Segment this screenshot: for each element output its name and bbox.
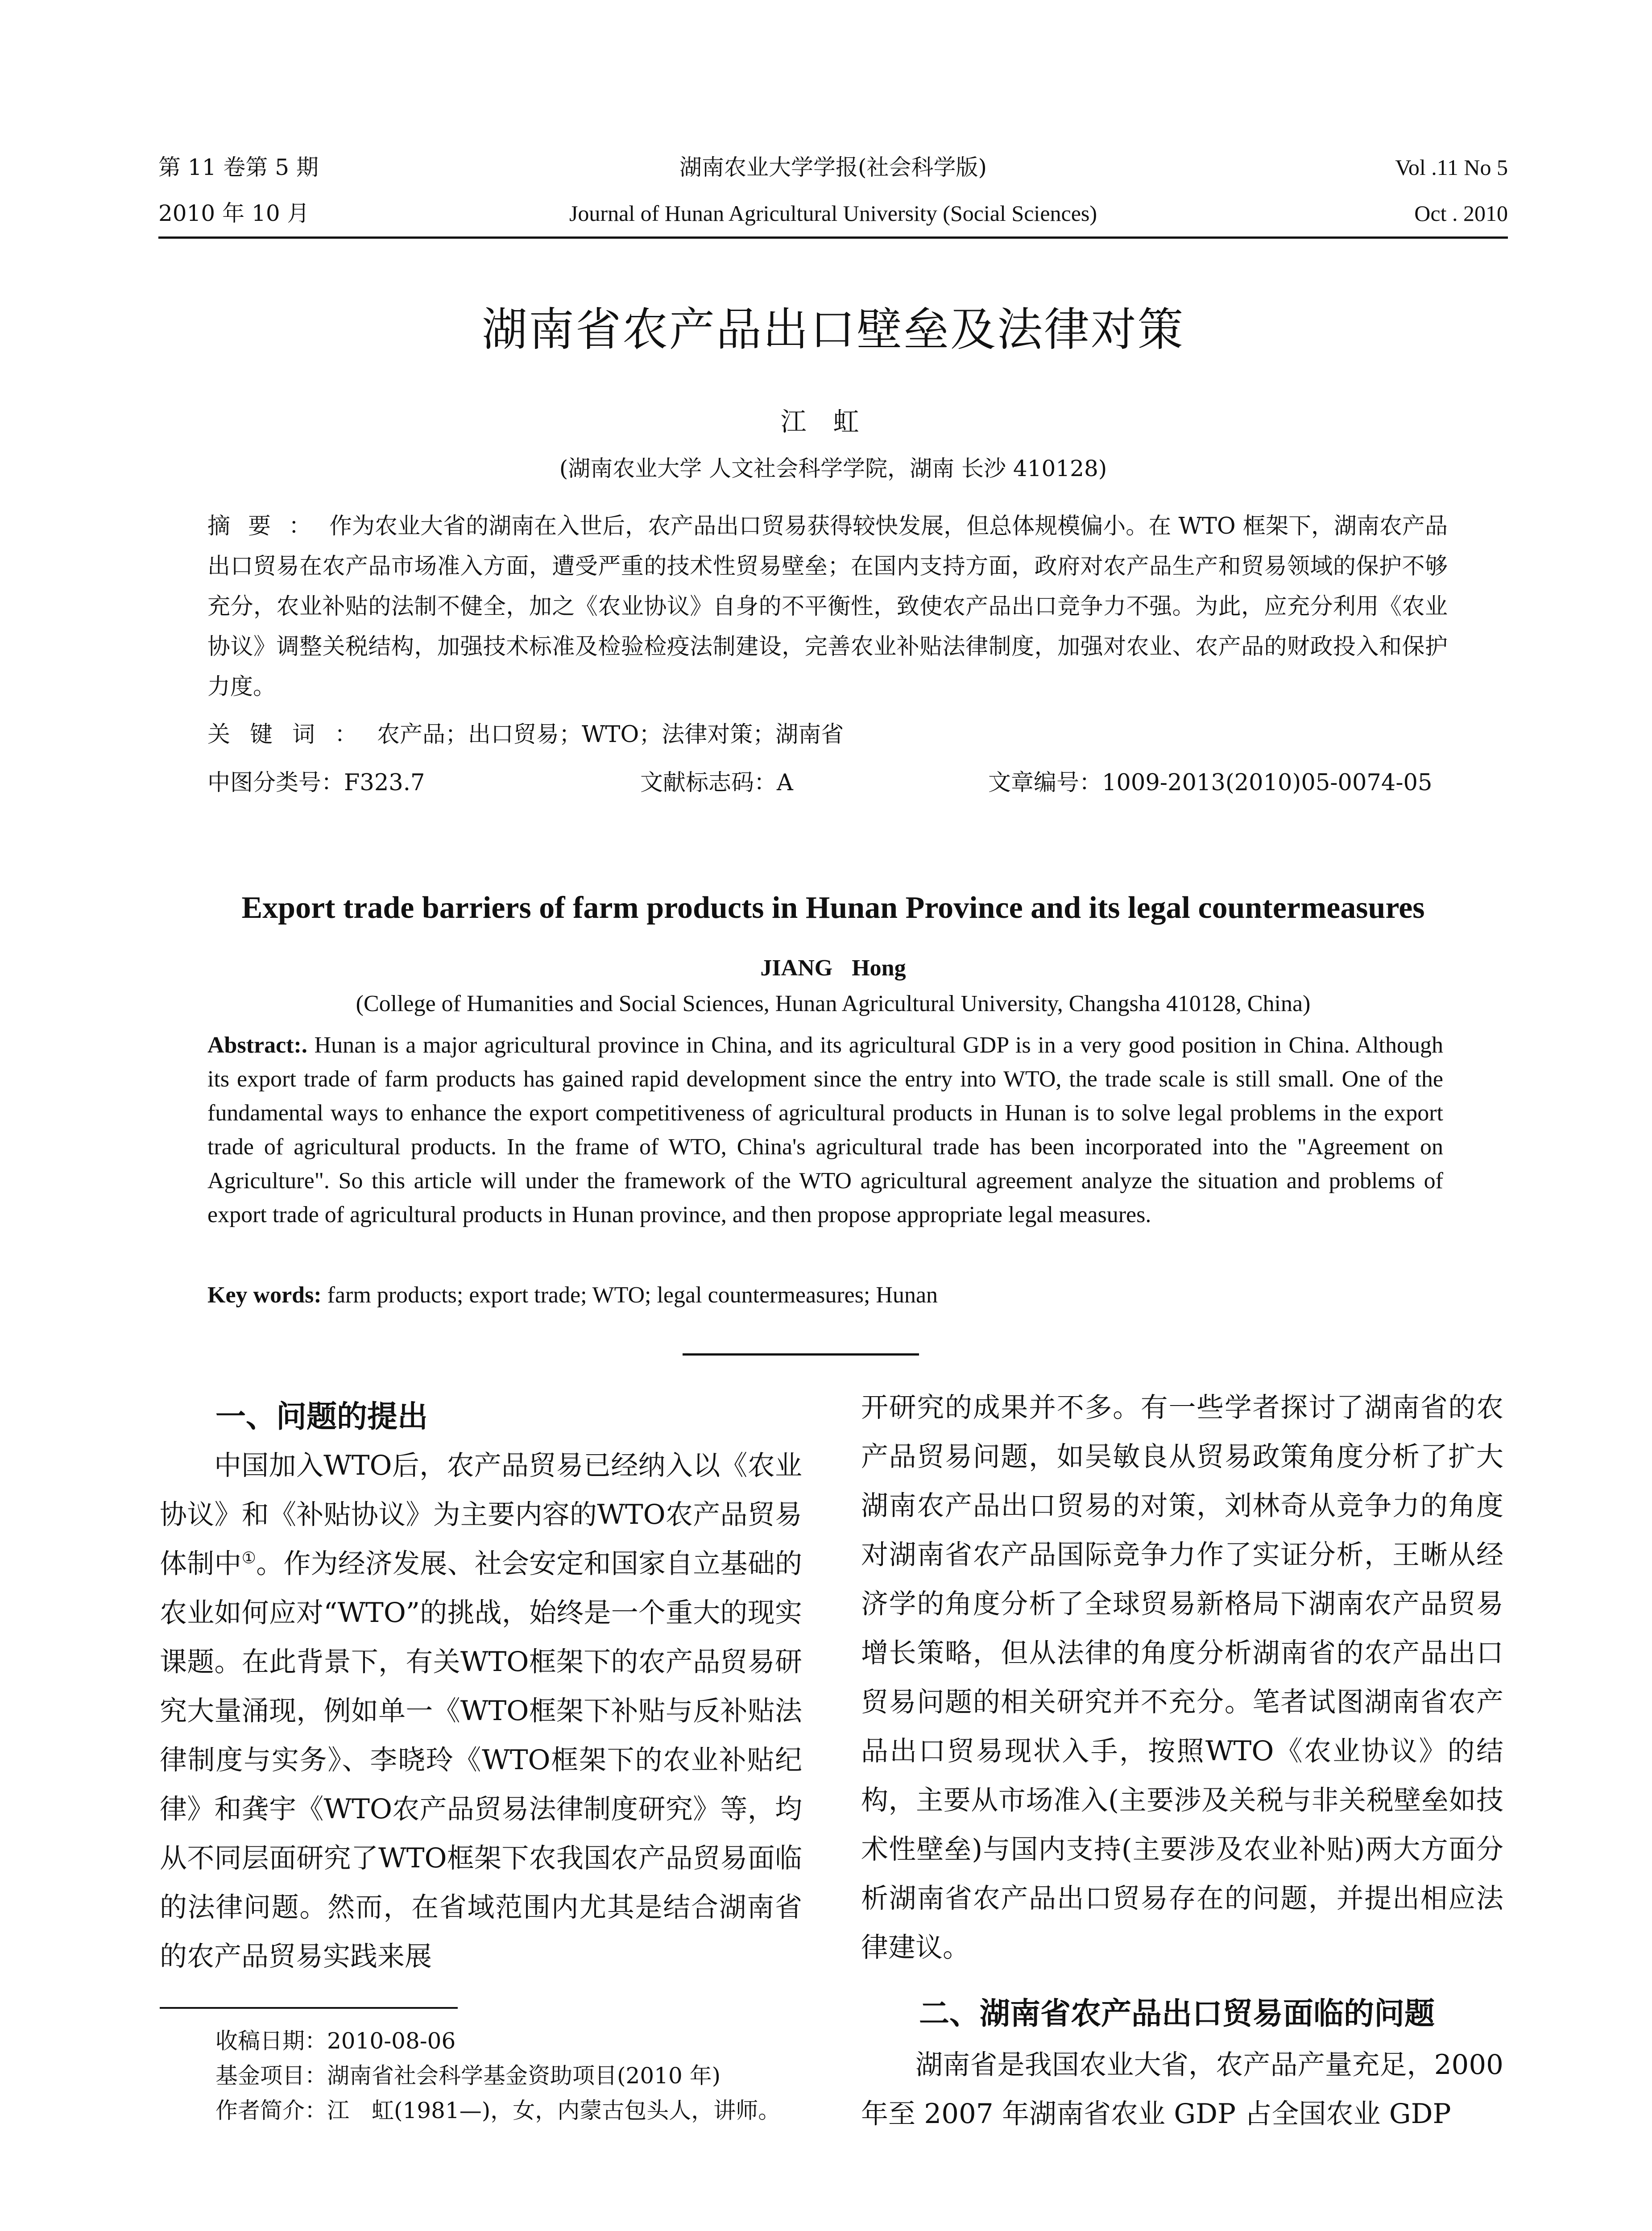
footnote-block xyxy=(215,2024,831,2128)
article-number: 文章编号：1009-2013(2010)05-0074-05 xyxy=(988,770,1433,796)
volume-issue-en: Vol .11 No 5 xyxy=(1395,155,1508,180)
received-date: 收稿日期：2010-08-06 xyxy=(215,2028,456,2054)
abstract-text-cn: 作为农业大省的湖南在入世后，农产品出口贸易获得较快发展，但总体规模偏小。在 WTO 框架下，湖南农产品出口贸易在农产品市场准入方面，遭受严重的技术性贸易壁垒；在国内支持方面，政府对农产品生产和贸易领域的保护不够充分，农业补贴的法制不健全，加之《农业协议》自身的不平衡性，致使农产品出口竞争力不强。为此，应充分利用《农业协议》调整关税结构，加强技术标准及检验检疫法制建设，完善农业补贴法律制度，加强对农业、农产品的财政投入和保护力度。 xyxy=(207,513,1448,700)
abstract-label-cn: 摘要： xyxy=(207,513,330,539)
author-name-cn: 江虹 xyxy=(780,406,886,437)
volume-issue-cn: 第 11 卷第 5 期 xyxy=(158,154,319,180)
clc-number: 中图分类号：F323.7 xyxy=(207,770,425,796)
journal-name-cn: 湖南农业大学学报(社会科学版) xyxy=(679,154,987,180)
abstract-label-en: Abstract:. xyxy=(207,1033,307,1058)
paragraph-continued: 开研究的成果并不多。有一些学者探讨了湖南省的农产品贸易问题，如吴敏良从贸易政策角度分析了扩大湖南农产品出口贸易的对策，刘林奇从竞争力的角度对湖南省农产品国际竞争力作了实证分析，王晰从经济学的角度分析了全球贸易新格局下湖南农产品贸易增长策略，但从法律的角度分析湖南省的农产品出口贸易问题的相关研究并不充分。笔者试图湖南省农产品出口贸易现状入手，按照WTO《农业协议》的结构，主要从市场准入(主要涉及关税与非关税壁垒如技术性壁垒)与国内支持(主要涉及农业补贴)两大方面分析湖南省农产品出口贸易存在的问题，并提出相应法律建议。 xyxy=(861,1392,1503,1963)
keywords-en xyxy=(207,1278,1443,1312)
date-cn: 2010 年 10 月 xyxy=(158,200,310,226)
fund-project: 基金项目：湖南省社会科学基金资助项目(2010 年) xyxy=(215,2063,721,2089)
section-heading-2: 二、湖南省农产品出口贸易面临的问题 xyxy=(919,1996,1435,2032)
abstract-text-en: Hunan is a major agricultural province in China, and its agricultural GDP is in a very good position in China. Although its export trade of farm products has gained rapid development since the entry into WTO, the trade scale is still small. One of the fundamental ways to enhance the export competitiveness of agricultural products in Hunan is to solve legal problems in the export trade of agricultural products. In the frame of WTO, China's agricultural trade has been incorporated into the "Agreement on Agriculture". So this article will under the framework of the WTO agricultural agreement analyze the situation and problems of export trade of agricultural products in Hunan province, and then propose appropriate legal measures. xyxy=(207,1033,1443,1227)
author-name-en: JIANG Hong xyxy=(760,955,906,981)
abstract-separator xyxy=(683,1353,919,1356)
affiliation-en: (College of Humanities and Social Sciences, Hunan Agricultural University, Changsha 410128, China) xyxy=(356,991,1311,1016)
date-en: Oct . 2010 xyxy=(1414,201,1508,226)
keywords-label-en: Key words: xyxy=(207,1282,322,1308)
section-heading-1: 一、问题的提出 xyxy=(215,1399,428,1435)
header-rule xyxy=(158,236,1508,239)
keywords-label-cn: 关键词： xyxy=(207,722,377,748)
article-title-cn: 湖南省农产品出口壁垒及法律对策 xyxy=(482,303,1184,357)
body-column-left xyxy=(160,1392,802,1981)
keywords-text-cn: 农产品；出口贸易；WTO；法律对策；湖南省 xyxy=(377,722,844,748)
footnote-rule xyxy=(160,2007,458,2009)
abstract-cn xyxy=(207,506,1448,707)
article-title-en: Export trade barriers of farm products in Hunan Province and its legal countermeasures xyxy=(241,891,1425,925)
affiliation-cn: (湖南农业大学 人文社会科学学院，湖南 长沙 410128) xyxy=(559,456,1107,481)
keywords-text-en: farm products; export trade; WTO; legal countermeasures; Hunan xyxy=(321,1282,938,1308)
footnote-marker[interactable]: ① xyxy=(241,1549,257,1568)
paragraph: 中国加入WTO后，农产品贸易已经纳入以《农业协议》和《补贴协议》为主要内容的WTO农产品贸易体制中①。作为经济发展、社会安定和国家自立基础的农业如何应对“WTO”的挑战，始终是一个重大的现实课题。在此背景下，有关WTO框架下的农产品贸易研究大量涌现，例如单一《WTO框架下补贴与反补贴法律制度与实务》、李晓玲《WTO框架下的农业补贴纪律》和龚宇《WTO农产品贸易法律制度研究》等，均从不同层面研究了WTO框架下农我国农产品贸易面临的法律问题。然而，在省域范围内尤其是结合湖南省的农产品贸易实践来展 xyxy=(160,1450,802,1972)
author-bio: 作者简介：江 虹(1981—)，女，内蒙古包头人，讲师。 xyxy=(215,2098,781,2123)
paragraph: 湖南省是我国农业大省，农产品产量充足，2000 年至 2007 年湖南省农业 GDP 占全国农业 GDP xyxy=(861,2049,1503,2130)
abstract-en xyxy=(207,1028,1443,1232)
keywords-cn xyxy=(207,719,1448,751)
body-column-right xyxy=(861,1383,1503,2139)
document-code: 文献标志码：A xyxy=(640,770,793,796)
journal-name-en: Journal of Hunan Agricultural University (Social Sciences) xyxy=(569,201,1097,226)
